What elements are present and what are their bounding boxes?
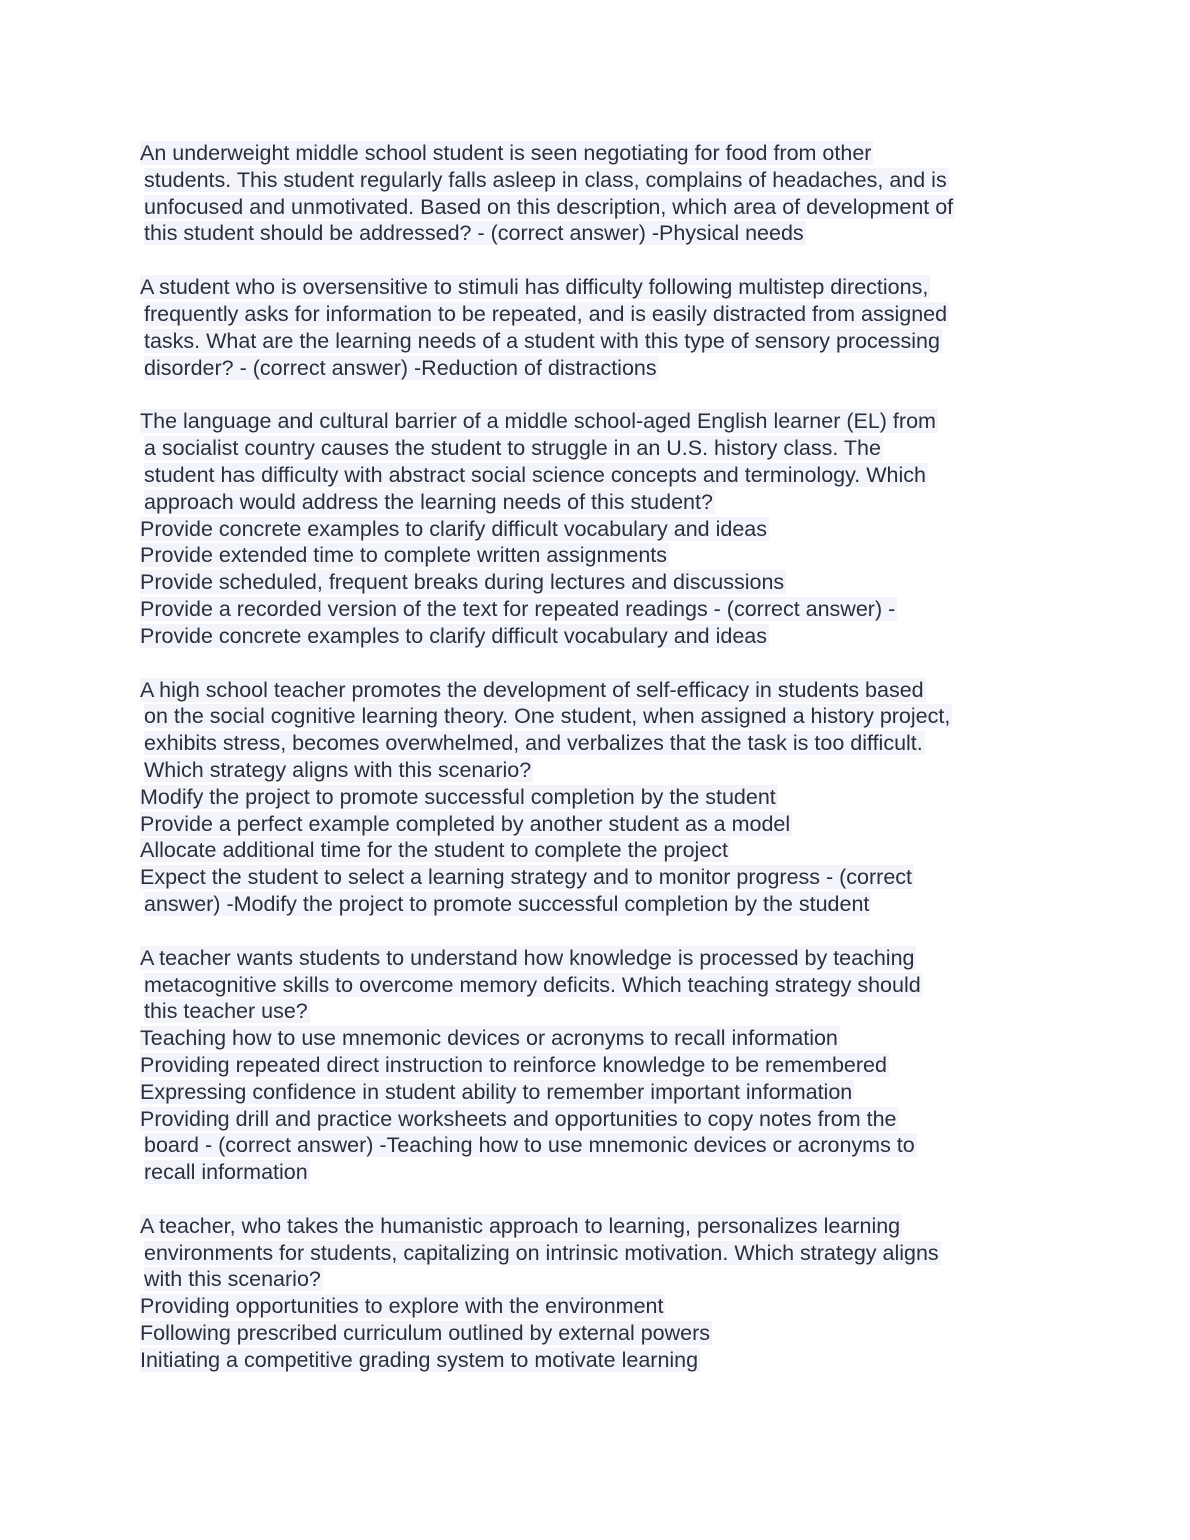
question-answer-line: answer) -Modify the project to promote successful completion by the student [144,891,870,916]
question-answer-line: this student should be addressed? - (correct answer) -Physical needs [144,221,804,246]
question-text-line: A teacher, who takes the humanistic approach to learning, personalizes learning [140,1213,901,1238]
answer-option: Initiating a competitive grading system to motivate learning [140,1347,699,1372]
question-text-line: A student who is oversensitive to stimuli has difficulty following multistep directions, [140,275,929,300]
question-text-line: An underweight middle school student is seen negotiating for food from other [140,141,872,165]
question-block-2 [140,274,1050,381]
question-block-3 [140,408,1050,649]
question-text-line: approach would address the learning needs of this student? [144,489,713,514]
question-text-line: tasks. What are the learning needs of a student with this type of sensory processing [144,328,940,353]
question-block-6 [140,1213,1050,1374]
answer-option: Provide scheduled, frequent breaks during lectures and discussions [140,570,785,595]
answer-option: Provide a recorded version of the text for repeated readings - (correct answer) - [140,596,896,621]
answer-option: Provide extended time to complete written assignments [140,543,668,568]
answer-option: Allocate additional time for the student to complete the project [140,838,729,863]
question-text-line: The language and cultural barrier of a middle school-aged English learner (EL) from [140,409,936,434]
answer-option: Modify the project to promote successful completion by the student [140,784,776,809]
answer-option: Expect the student to select a learning strategy and to monitor progress - (correct [140,865,912,890]
answer-option: Expressing confidence in student ability to remember important information [140,1079,853,1104]
document-page [140,140,1050,1401]
question-text-line: A high school teacher promotes the development of self-efficacy in students based [140,677,924,702]
answer-option: Following prescribed curriculum outlined by external powers [140,1321,711,1346]
question-text-line: on the social cognitive learning theory. One student, when assigned a history project, [144,704,951,729]
answer-option: Providing drill and practice worksheets and opportunities to copy notes from the [140,1106,897,1131]
answer-option: Providing repeated direct instruction to reinforce knowledge to be remembered [140,1052,887,1077]
question-text-line: student has difficulty with abstract social science concepts and terminology. Which [144,462,926,487]
question-answer-line: disorder? - (correct answer) -Reduction of distractions [144,355,657,380]
question-text-line: a socialist country causes the student to struggle in an U.S. history class. The [144,436,881,461]
question-text-line: frequently asks for information to be repeated, and is easily distracted from assigned [144,301,948,326]
question-block-1 [140,140,1050,247]
answer-option: Provide a perfect example completed by another student as a model [140,811,791,836]
question-text-line: metacognitive skills to overcome memory deficits. Which teaching strategy should [144,972,921,997]
question-text-line: exhibits stress, becomes overwhelmed, and verbalizes that the task is too difficult. [144,731,923,756]
question-text-line: Which strategy aligns with this scenario? [144,757,532,782]
question-block-4 [140,677,1050,918]
question-text-line: unfocused and unmotivated. Based on this description, which area of development of [144,194,954,219]
answer-option: Providing opportunities to explore with the environment [140,1294,664,1319]
question-text-line: A teacher wants students to understand how knowledge is processed by teaching [140,945,915,970]
question-answer-line: board - (correct answer) -Teaching how to use mnemonic devices or acronyms to [144,1133,915,1158]
question-text-line: this teacher use? [144,999,308,1024]
answer-option: Provide concrete examples to clarify difficult vocabulary and ideas [140,516,768,541]
question-text-line: environments for students, capitalizing on intrinsic motivation. Which strategy aligns [144,1240,939,1265]
question-text-line: with this scenario? [144,1267,321,1292]
question-text-line: students. This student regularly falls asleep in class, complains of headaches, and is [144,167,947,192]
answer-option: Teaching how to use mnemonic devices or acronyms to recall information [140,1026,838,1051]
question-block-5 [140,945,1050,1186]
question-answer-line: Provide concrete examples to clarify difficult vocabulary and ideas [140,623,768,648]
question-answer-line: recall information [144,1160,308,1185]
